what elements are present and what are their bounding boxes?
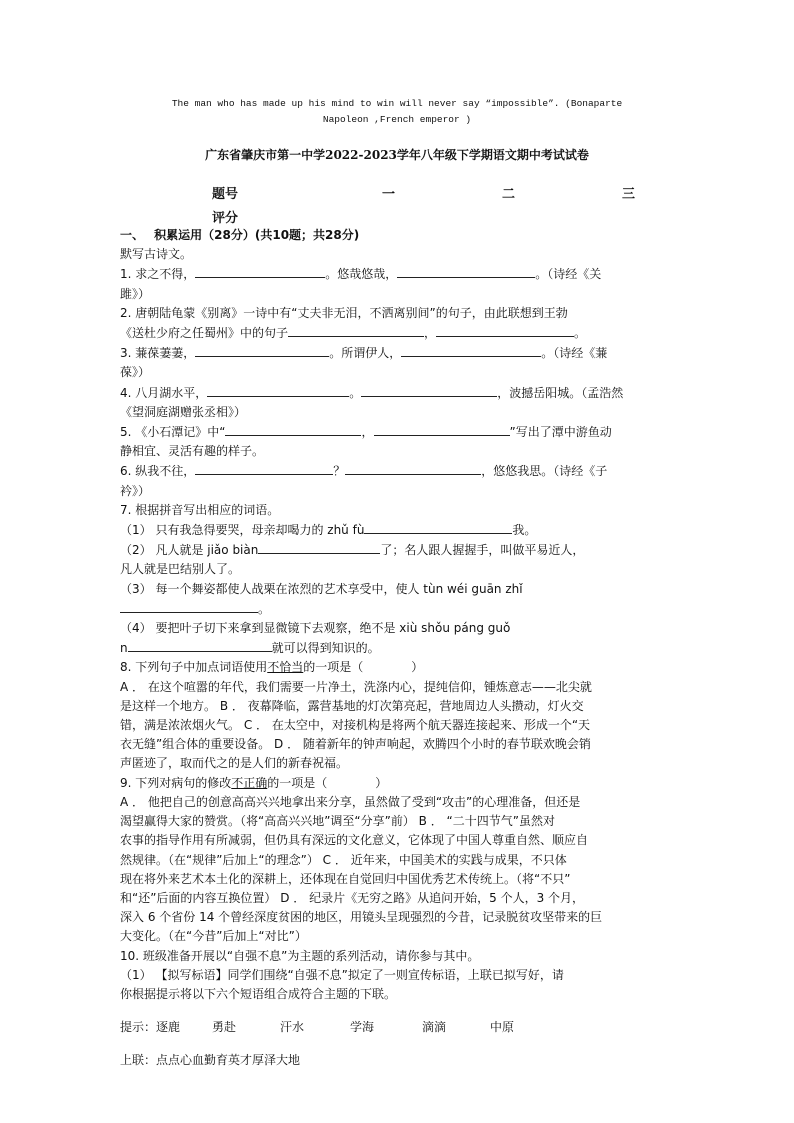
question-7-item-3: （3） 每一个舞姿都使人战栗在浓烈的艺术享受中，使人 tùn wéi guān zhǐ [120, 581, 523, 596]
answer-blank[interactable] [225, 422, 361, 436]
question-9-line: 和“还”后面的内容互换位置） D ． 纪录片《无穷之路》从追问开始，5 个人，3 个月， [120, 890, 585, 905]
question-9-line: 渴望赢得大家的赞赏。（将“高高兴兴地”调至“分享”前） B ． “二十四节气”虽然对 [120, 814, 555, 829]
question-9-line: 然规律。（在“规律”后加上“的理念”） C ． 近年来，中国美术的实践与成果，不只体 [120, 852, 567, 867]
hint-word: 滴滴 [422, 1020, 447, 1035]
question-4: 4. 八月湖水平， 。 ，波撼岳阳城。（孟浩然 [120, 383, 680, 403]
hint-word: 中原 [490, 1020, 515, 1035]
question-10-item-1-cont: 你根据提示将以下六个短语组合成符合主题的下联。 [120, 986, 397, 1001]
question-7-item-4-cont: n 就可以得到知识的。 [120, 638, 680, 658]
question-2: 2. 唐朝陆龟蒙《别离》一诗中有“丈夫非无泪，不洒离别间”的句子，由此联想到王勃 [120, 305, 568, 320]
question-7: 7. 根据拼音写出相应的词语。 [120, 502, 280, 517]
question-9-line: 大变化。（在“今昔”后加上“对比”） [120, 929, 307, 944]
question-9-line: 现在将外来艺术本土化的深耕上，还体现在自觉回归中国优秀艺术传统上。（将“不只” [120, 871, 571, 886]
hint-label: 提示： [120, 1020, 157, 1035]
question-6: 6. 纵我不往， ？ ，悠悠我思。（诗经《子 [120, 461, 680, 481]
question-10-item-1: （1） 【拟写标语】同学们围绕“自强不息”拟定了一则宣传标语，上联已拟写好，请 [120, 967, 564, 982]
answer-blank[interactable] [374, 422, 510, 436]
answer-blank[interactable] [207, 383, 349, 397]
answer-blank[interactable] [195, 461, 333, 475]
question-8-line: 衣无缝”组合体的重要设备。 D ． 随着新年的钟声响起，欢腾四个小时的春节联欢晚会销 [120, 737, 591, 752]
answer-blank[interactable] [401, 343, 541, 357]
question-9-line: 深入 6 个省份 14 个曾经深度贫困的地区，用镜头呈现强烈的今昔，记录脱贫攻坚带来的巨 [120, 910, 603, 925]
question-7-item-2: （2） 凡人就是 jiǎo biàn 了；名人跟人握握手，叫做平易近人， [120, 540, 680, 560]
hint-word: 学海 [350, 1020, 375, 1035]
score-row-label: 评分 [212, 210, 239, 226]
answer-blank[interactable] [128, 638, 272, 652]
question-1-cont: 雎》） [120, 286, 151, 301]
hint-word: 逐鹿 [156, 1020, 181, 1035]
score-table-header [212, 180, 682, 204]
answer-blank[interactable] [436, 323, 574, 337]
section-heading: 一、 积累运用（28分）(共10题；共28分) [120, 228, 360, 242]
question-7-item-2-cont: 凡人就是巴结别人了。 [120, 562, 241, 577]
answer-blank[interactable] [345, 461, 481, 475]
question-9: 9. 下列对病句的修改不正确的一项是（ ） [120, 775, 388, 790]
question-4-cont: 《望洞庭湖赠张丞相》） [120, 404, 247, 419]
answer-blank[interactable] [195, 343, 329, 357]
question-5: 5. 《小石潭记》中“ ， ”写出了潭中游鱼动 [120, 422, 680, 442]
question-7-item-1: （1） 只有我急得要哭，母亲却喝力的 zhǔ fù 我。 [120, 520, 680, 540]
couplet-upper-line: 上联：点点心血勤育英才厚泽大地 [120, 1053, 301, 1068]
question-3-cont: 葆》） [120, 365, 151, 380]
question-2-cont: 《送杜少府之任蜀州》中的句子 ， 。 [120, 323, 680, 343]
question-8-line: 声匿迹了，取而代之的是人们的新春祝福。 [120, 756, 349, 771]
hint-word: 汗水 [280, 1020, 305, 1035]
answer-blank[interactable] [397, 264, 535, 278]
section-intro: 默写古诗文。 [120, 247, 193, 262]
hint-word: 勇赴 [212, 1020, 237, 1035]
motto-line-1: The man who has made up his mind to win will never say “impossible”. (Bonaparte [171, 98, 623, 109]
question-7-item-4: （4） 要把叶子切下来拿到显微镜下去观察，绝不是 xiù shǒu páng guǒ [120, 621, 511, 636]
motto-quote [150, 96, 644, 128]
score-table [212, 180, 682, 228]
question-3: 3. 蒹葆萋萋， 。所谓伊人， 。（诗经《蒹 [120, 343, 680, 363]
question-8-line: 是这样一个地方。 B ． 夜幕降临，露营基地的灯次第亮起，营地周边人头攒动，灯火交 [120, 698, 584, 713]
answer-blank[interactable] [195, 264, 325, 278]
answer-blank[interactable] [361, 383, 497, 397]
question-8-line: A ． 在这个喧嚣的年代，我们需要一片净土，洗涤内心，提纯信仰，锺炼意志——北尖就 [120, 679, 592, 694]
score-table-score-row [212, 204, 682, 228]
question-5-cont: 静相宜、灵活有趣的样子。 [120, 444, 265, 459]
question-8: 8. 下列句子中加点词语使用不恰当的一项是（ ） [120, 660, 424, 675]
question-9-line: A ． 他把自己的创意高高兴兴地拿出来分享，虽然做了受到“攻击”的心理准备，但还是 [120, 794, 581, 809]
question-7-item-3-cont: 。 [120, 599, 680, 619]
question-8-line: 错，满是浓浓烟火气。 C ． 在太空中，对接机构是将两个航天器连接起来、形成一个“天 [120, 718, 591, 733]
header-part-3: 三 [622, 186, 636, 202]
motto-line-2: Napoleon ,French emperor ) [322, 114, 472, 125]
question-10: 10. 班级准备开展以“自强不息”为主题的系列活动，请你参与其中。 [120, 948, 480, 963]
hint-row [120, 1018, 680, 1037]
question-6-cont: 衿》） [120, 483, 151, 498]
answer-blank[interactable] [120, 599, 258, 613]
question-body [120, 226, 680, 1071]
header-question-number: 题号 [212, 186, 239, 202]
question-9-line: 农事的指导作用有所减弱，但仍具有深远的文化意义，它体现了中国人尊重自然、顺应自 [120, 833, 589, 848]
header-part-1: 一 [382, 186, 396, 202]
answer-blank[interactable] [288, 323, 424, 337]
exam-title: 广东省肇庆市第一中学2022-2023学年八年级下学期语文期中考试试卷 [205, 148, 589, 162]
header-part-2: 二 [502, 186, 516, 202]
answer-blank[interactable] [364, 520, 512, 534]
answer-blank[interactable] [258, 540, 380, 554]
question-1: 1. 求之不得， 。悠哉悠哉， 。（诗经《关 [120, 264, 680, 284]
